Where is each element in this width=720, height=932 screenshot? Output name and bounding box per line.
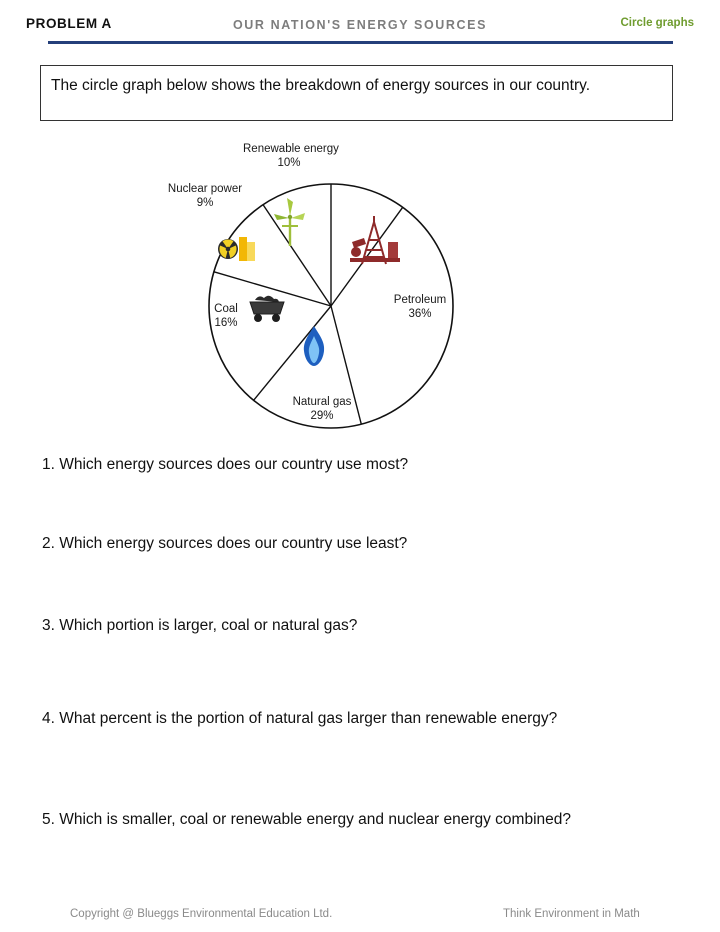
slice-label-petroleum [372,293,468,322]
slice-label-renewable-name: Renewable energy [243,143,339,155]
slice-label-coal [186,302,266,331]
prompt-box [40,65,673,121]
pie-chart [0,130,720,450]
page-footer [0,908,720,930]
slice-label-nuclear-power [163,182,247,211]
question-2: 2. Which energy sources does our country use least? [42,534,408,552]
slice-label-natgas-name: Natural gas [292,396,352,408]
worksheet-title: OUR NATION'S ENERGY SOURCES [232,18,488,32]
slice-label-natural-gas [272,395,372,424]
header-divider [48,41,673,44]
slice-label-petroleum-name: Petroleum [393,294,447,306]
slice-label-coal-value: 16% [214,317,238,330]
question-1: 1. Which energy sources does our country use most? [42,456,409,473]
wind-turbine-icon [273,196,307,253]
footer-tagline: Think Environment in Math [503,908,640,920]
slice-label-renewable-energy [243,142,339,171]
nuclear-plant-icon [217,232,261,267]
slice-label-natgas-value: 29% [310,410,334,423]
topic-label: Circle graphs [620,17,694,29]
questions-list [42,455,674,887]
copyright-text: Copyright @ Blueggs Environmental Education Ltd. [70,908,333,920]
question-5: 5. Which is smaller, coal or renewable energy and nuclear energy combined? [42,810,572,828]
question-4: 4. What percent is the portion of natural gas larger than renewable energy? [42,709,558,727]
slice-label-nuclear-value: 9% [196,197,214,210]
page-header [0,10,720,44]
slice-label-nuclear-name: Nuclear power [167,183,243,195]
slice-label-renewable-value: 10% [277,157,301,170]
problem-label: PROBLEM A [26,16,112,31]
question-3: 3. Which portion is larger, coal or natural gas? [42,616,358,634]
oil-derrick-icon [344,212,406,273]
slice-label-coal-name: Coal [214,303,238,315]
prompt-text: The circle graph below shows the breakdown of energy sources in our country. [51,77,591,94]
slice-label-petroleum-value: 36% [408,308,432,321]
gas-flame-icon [300,324,328,373]
